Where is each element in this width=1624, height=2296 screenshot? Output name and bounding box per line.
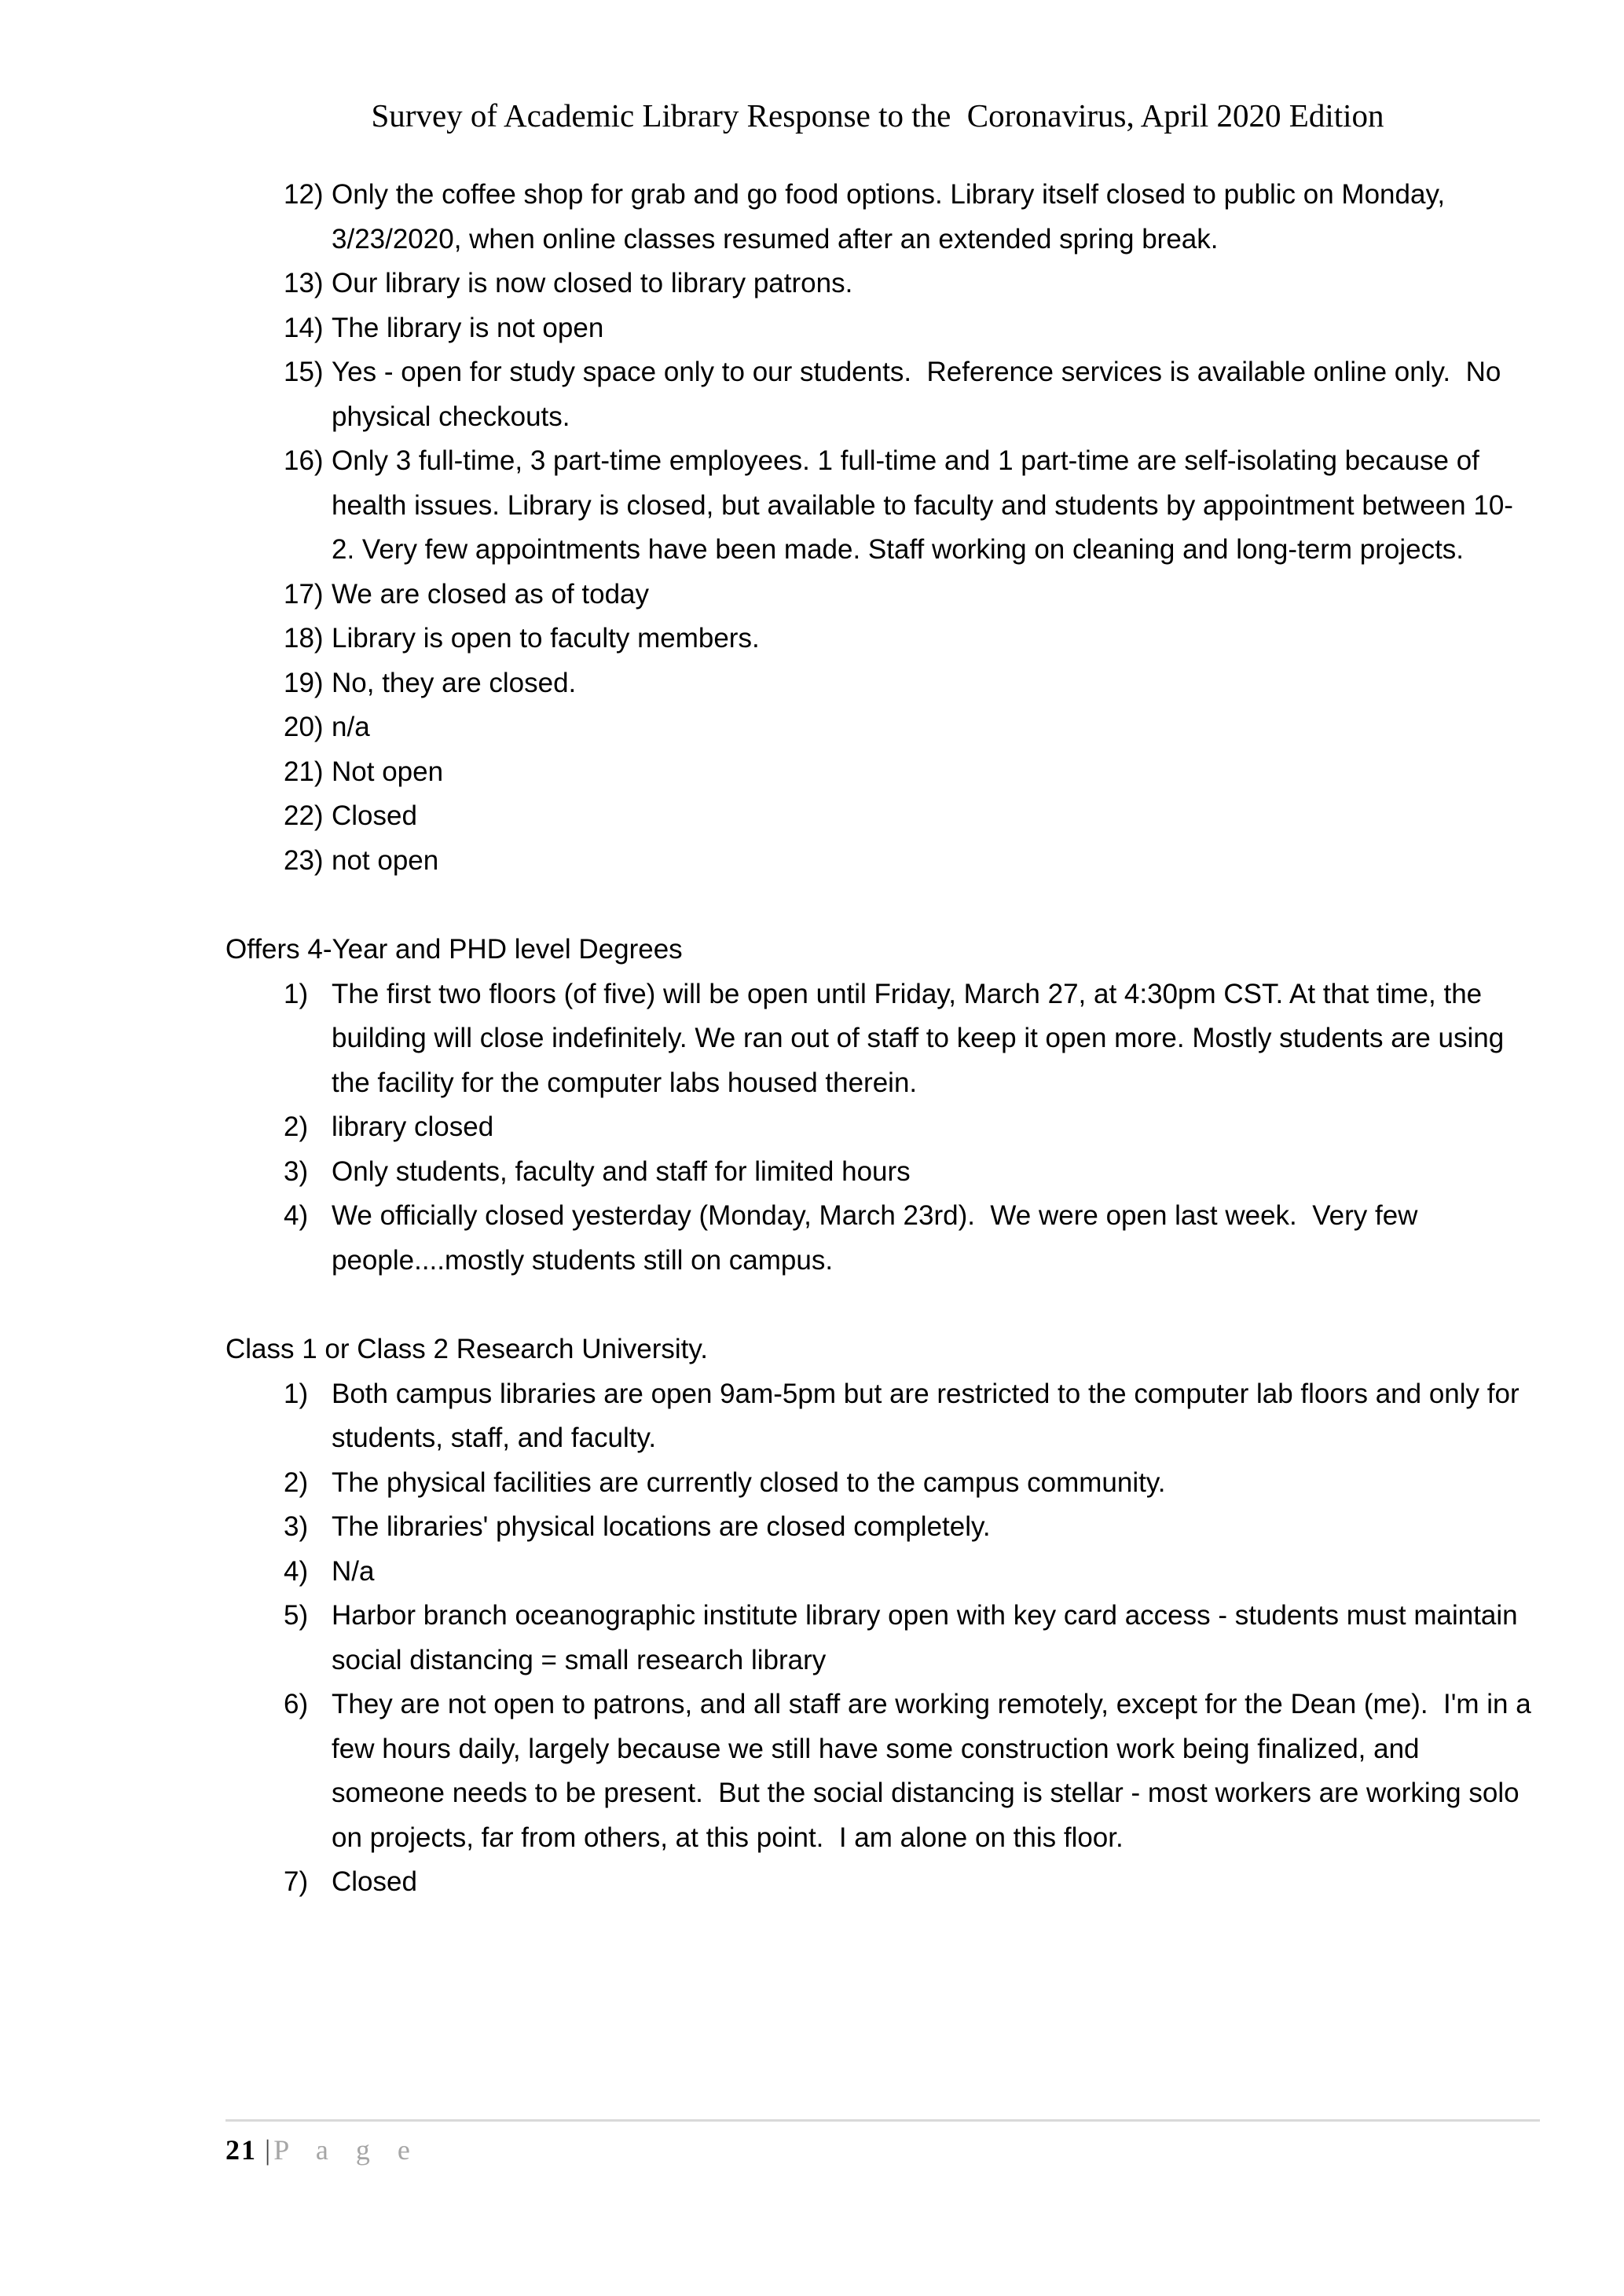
list-item [225,1594,1531,1683]
document-body [225,173,1539,1905]
list-item-number: 17) [284,578,324,610]
list-item [225,705,1531,750]
list-item [225,794,1531,839]
list-item [225,1461,1531,1506]
list-item-number: 7) [284,1866,309,1897]
list-item-text: Only 3 full-time, 3 part-time employees. 1 full-time and 1 part-time are self-isolating because of health issues. Library is closed, but available to faculty and students by appointment between 10-2. Very few appointments have been made. Staff working on cleaning and long-term projects. [332,445,1513,565]
list-item [225,1860,1531,1905]
list-item-text: Our library is now closed to library patrons. [332,268,853,298]
section-heading: Class 1 or Class 2 Research University. [225,1334,708,1364]
list-item-text: Yes - open for study space only to our students. Reference services is available online only. No physical checkouts. [332,357,1509,432]
list-item [225,1150,1531,1195]
list-item-text: We are closed as of today [332,578,650,610]
list-item [225,573,1531,617]
list-item-text: N/a [332,1555,375,1587]
list-item [225,750,1531,795]
list-item-number: 18) [284,623,324,654]
list-item [225,661,1531,706]
page-number: 21 [225,2134,257,2166]
list-item-number: 4) [284,1200,309,1231]
list-item-text: The physical facilities are currently closed to the campus community. [332,1467,1166,1498]
list-item-text: They are not open to patrons, and all staff are working remotely, except for the Dean (me). I'm in a few hours daily, largely because we still have some construction work being finalized, and someone needs to be present. But the social distancing is stellar - most workers are working solo on projects, far from others, at this point. I am alone on this floor. [332,1689,1539,1853]
list-item-number: 23) [284,844,324,876]
page-footer [225,2130,420,2170]
list-item [225,439,1531,573]
list-item [225,1683,1539,1860]
list-item-number: 19) [284,667,324,698]
list-item-number: 13) [284,268,324,298]
list-item-text: Both campus libraries are open 9am-5pm but are restricted to the computer lab floors and only for students, staff, and faculty. [332,1378,1527,1453]
list-item-text: The library is not open [332,312,604,343]
list-item-text: Library is open to faculty members. [332,623,760,654]
list-item [225,350,1531,439]
section-heading: Offers 4-Year and PHD level Degrees [225,934,683,965]
list-item [225,972,1531,1106]
list-item-text: Only students, faculty and staff for limited hours [332,1155,911,1187]
list-item-number: 14) [284,312,324,343]
list-item [225,1550,1531,1595]
list-item-number: 5) [284,1600,309,1631]
list-item-text: Only the coffee shop for grab and go food options. Library itself closed to public on Monday, 3/23/2020, when online classes resumed after an extended spring break. [332,179,1453,255]
list-item [225,1372,1531,1461]
list-item [225,839,1531,884]
list-item-number: 15) [284,357,324,387]
list-item-text: Closed [332,1866,417,1897]
list-item-number: 21) [284,756,324,787]
list-item-number: 1) [284,1378,309,1409]
list-item-number: 12) [284,179,324,210]
list-item [225,173,1531,262]
list-item-number: 2) [284,1111,309,1142]
list-item-number: 16) [284,445,324,476]
list-item-number: 1) [284,978,309,1009]
list-item [225,1505,1531,1550]
list-item-number: 22) [284,800,324,831]
footer-page-label: P a g e [273,2134,420,2166]
footer-divider [225,2119,1540,2122]
list-item-text: library closed [332,1111,494,1142]
list-item-number: 3) [284,1511,309,1542]
document-title: Survey of Academic Library Response to the Coronavirus, April 2020 Edition [371,97,1384,134]
list-item-text: Closed [332,800,417,831]
list-item-number: 6) [284,1689,309,1719]
footer-separator: | [265,2134,271,2166]
list-item [225,306,1531,351]
list-item-text: The libraries' physical locations are closed completely. [332,1511,991,1542]
list-item-text: not open [332,844,439,876]
list-item-number: 4) [284,1555,309,1587]
list-item [225,617,1531,661]
list-item [225,1105,1531,1150]
list-item [225,262,1531,306]
list-item-text: We officially closed yesterday (Monday, March 23rd). We were open last week. Very few people....mostly students still on campus. [332,1200,1426,1276]
list-item-number: 20) [284,712,324,742]
list-item-text: No, they are closed. [332,667,577,698]
list-item-text: The first two floors (of five) will be open until Friday, March 27, at 4:30pm CST. At that time, the building will close indefinitely. We ran out of staff to keep it open more. Mostly students are using the facility for the computer labs housed therein. [332,978,1512,1098]
list-item-text: Not open [332,756,444,787]
list-item [225,1194,1531,1283]
list-item-number: 3) [284,1155,309,1187]
list-item-text: n/a [332,712,370,742]
list-item-number: 2) [284,1467,309,1498]
list-item-text: Harbor branch oceanographic institute library open with key card access - students must maintain social distancing = small research library [332,1600,1526,1675]
